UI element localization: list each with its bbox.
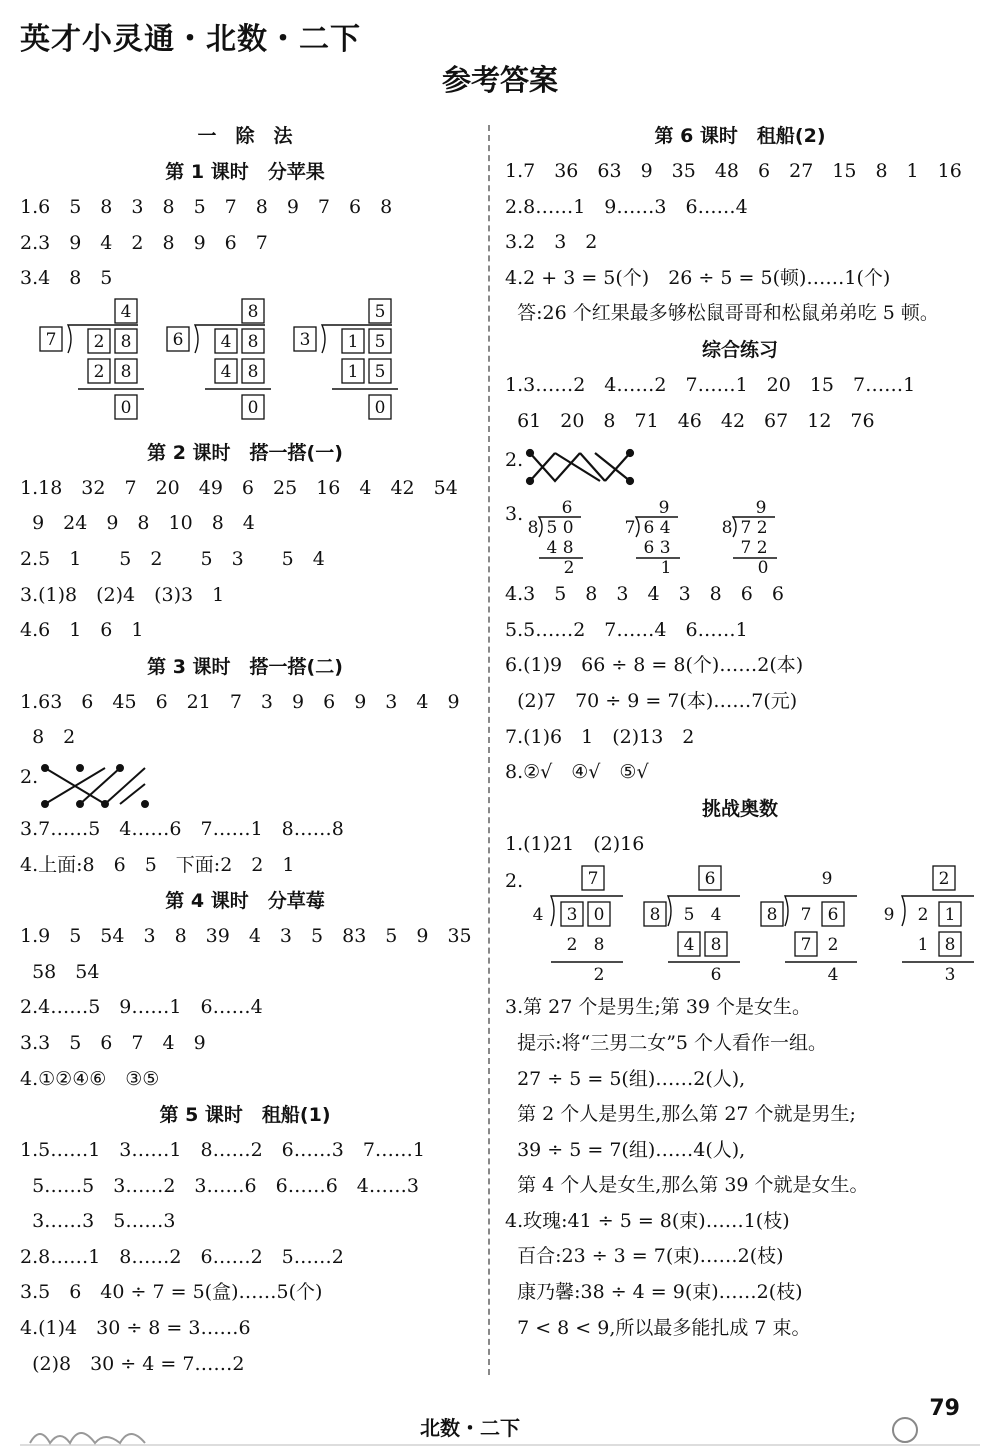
question-number: 2. <box>20 765 39 788</box>
answer-line: 5.5……2 7……4 6……1 <box>505 618 748 641</box>
answer-line: 1.9 5 54 3 8 39 4 3 5 83 5 9 35 <box>20 925 472 948</box>
product-digit: 5 <box>374 361 386 382</box>
lesson-5-heading: 第 5 课时 租船(1) <box>159 1104 331 1127</box>
product-digit: 2 <box>827 935 839 956</box>
answer-line: 2.8……1 8……2 6……2 5……2 <box>20 1245 344 1268</box>
zigzag-lines <box>505 439 975 497</box>
divisor: 8 <box>766 905 778 926</box>
long-division <box>528 498 583 577</box>
answer-line: 4.6 1 6 1 <box>20 619 144 642</box>
divisor: 7 <box>45 329 57 350</box>
answer-line: 1.5……1 3……1 8……2 6……3 7……1 <box>20 1139 426 1162</box>
quotient: 9 <box>658 498 670 519</box>
answer-line: 4.玫瑰:41 ÷ 5 = 8(束)……1(枝) <box>505 1209 790 1232</box>
answer-line: (2)7 70 ÷ 9 = 7(本)……7(元) <box>505 689 798 712</box>
product: 7 2 <box>740 538 768 559</box>
answer-line: 9 24 9 8 10 8 4 <box>20 512 255 535</box>
answer-line: 3.2 3 2 <box>505 231 598 254</box>
dividend-digit: 4 <box>220 331 232 352</box>
product-digit: 7 <box>800 935 812 956</box>
answer-line: 1.6 5 8 3 8 5 7 8 9 7 6 8 <box>20 196 393 218</box>
divisor: 8 <box>527 518 539 539</box>
dividend-digit: 3 <box>566 905 578 926</box>
answer-line: 第 4 个人是女生,那么第 39 个就是女生。 <box>505 1174 869 1197</box>
long-division <box>167 299 271 419</box>
answer-line: 4.①②④⑥ ③⑤ <box>20 1067 160 1090</box>
answer-line: 3……3 5……3 <box>20 1210 176 1233</box>
dividend-digit: 7 <box>800 905 812 926</box>
answer-line: 3.7……5 4……6 7……1 8……8 <box>20 817 344 840</box>
olympiad-division-figures <box>505 862 975 990</box>
answer-line: 第 2 个人是男生,那么第 27 个就是男生; <box>505 1103 856 1126</box>
answer-line: 2.8……1 9……3 6……4 <box>505 195 748 218</box>
answer-line: 康乃馨:38 ÷ 4 = 9(束)……2(枝) <box>505 1281 803 1304</box>
product-digit: 8 <box>120 361 132 382</box>
product-digit: 1 <box>347 361 359 382</box>
footer-title: 北数・二下 <box>420 1416 520 1440</box>
dividend-digit: 5 <box>374 331 386 352</box>
remainder: 6 <box>710 965 722 986</box>
answer-line: 7.(1)6 1 (2)13 2 <box>505 725 695 748</box>
dividend-digit: 8 <box>120 331 132 352</box>
question-number: 3. <box>505 503 524 526</box>
product-digit: 1 <box>917 935 929 956</box>
dividend: 6 4 <box>643 518 671 539</box>
long-division <box>722 498 777 577</box>
product-digit: 8 <box>944 935 956 956</box>
remainder: 2 <box>593 965 605 986</box>
long-division <box>884 866 974 985</box>
product-digit: 2 <box>566 935 578 956</box>
quotient: 6 <box>704 869 716 890</box>
answer-line: 3.3 5 6 7 4 9 <box>20 1031 206 1054</box>
dividend-digit: 0 <box>593 905 605 926</box>
remainder: 2 <box>563 558 575 578</box>
long-division <box>761 869 857 985</box>
product-digit: 4 <box>683 935 695 956</box>
answer-line: 61 20 8 71 46 42 67 12 76 <box>505 409 875 432</box>
answer-line: 百合:23 ÷ 3 = 7(束)……2(枝) <box>505 1245 784 1268</box>
dividend-digit: 2 <box>93 331 105 352</box>
dividend-digit: 4 <box>710 905 722 926</box>
divisor: 8 <box>649 905 661 926</box>
product: 6 3 <box>643 538 671 559</box>
answer-line: 答:26 个红果最多够松鼠哥哥和松鼠弟弟吃 5 顿。 <box>505 302 939 325</box>
dividend-digit: 6 <box>827 905 839 926</box>
answer-line: 3.4 8 5 <box>20 267 113 290</box>
product-digit: 8 <box>710 935 722 956</box>
answer-line: 4.2 + 3 = 5(个) 26 ÷ 5 = 5(顿)……1(个) <box>505 266 891 289</box>
division-bracket <box>902 896 974 926</box>
right-column <box>505 118 975 1346</box>
answer-line: 39 ÷ 5 = 7(组)……4(人), <box>505 1138 746 1161</box>
answer-line: 27 ÷ 5 = 5(组)……2(人), <box>505 1067 746 1090</box>
answer-line: 2.5 1 5 2 5 3 5 4 <box>20 547 325 570</box>
answer-line: 6.(1)9 66 ÷ 8 = 8(个)……2(本) <box>505 654 804 677</box>
quotient: 4 <box>120 301 132 322</box>
answer-line: 1.(1)21 (2)16 <box>505 832 645 855</box>
product-digit: 2 <box>93 361 105 382</box>
long-division <box>533 866 623 985</box>
quotient: 7 <box>587 869 599 890</box>
dividend-digit: 8 <box>247 331 259 352</box>
answer-line: 2.3 9 4 2 8 9 6 7 <box>20 231 268 254</box>
quotient: 9 <box>821 869 833 890</box>
answer-line: 1.63 6 45 6 21 7 3 9 6 9 3 4 9 <box>20 690 460 713</box>
remainder: 0 <box>120 397 132 418</box>
divisor: 7 <box>624 518 636 539</box>
division-bracket <box>785 896 857 926</box>
remainder: 1 <box>660 558 672 578</box>
olympiad-heading: 挑战奥数 <box>701 797 778 820</box>
quotient: 9 <box>755 498 767 519</box>
dividend-digit: 1 <box>944 905 956 926</box>
page-title: 参考答案 <box>441 63 558 97</box>
product-digit: 8 <box>593 935 605 956</box>
long-division <box>625 498 680 577</box>
quotient: 8 <box>247 301 259 322</box>
divisor: 3 <box>299 329 311 350</box>
long-division <box>40 299 144 419</box>
long-division <box>294 299 398 419</box>
product: 4 8 <box>546 538 574 559</box>
lesson-1-division-figures <box>20 297 470 435</box>
product-digit: 4 <box>220 361 232 382</box>
answer-line: 1.3……2 4……2 7……1 20 15 7……1 <box>505 373 916 396</box>
quotient: 5 <box>374 301 386 322</box>
answer-line: 1.18 32 7 20 49 6 25 16 4 42 54 <box>20 476 458 499</box>
answer-line: 5……5 3……2 3……6 6……6 4……3 <box>20 1174 419 1197</box>
question-number: 2. <box>505 870 524 893</box>
question-number: 2. <box>505 449 524 472</box>
dividend-digit: 5 <box>683 905 695 926</box>
lesson-4-heading: 第 4 课时 分草莓 <box>165 890 325 913</box>
left-column <box>20 118 470 1382</box>
remainder: 4 <box>827 965 839 986</box>
practice-division-figures <box>505 497 975 577</box>
divisor: 9 <box>883 905 895 926</box>
answer-line: 2.4……5 9……1 6……4 <box>20 996 263 1019</box>
answer-line: 58 54 <box>20 960 100 983</box>
long-division <box>644 866 740 985</box>
lesson-1-heading: 第 1 课时 分苹果 <box>165 161 325 183</box>
practice-heading: 综合练习 <box>701 338 778 361</box>
answer-line: 4.3 5 8 3 4 3 8 6 6 <box>505 583 784 606</box>
book-header: 英才小灵通・北数・二下 <box>20 22 361 57</box>
column-divider <box>488 125 490 1375</box>
dividend: 5 0 <box>546 518 574 539</box>
lesson-2-heading: 第 2 课时 搭一搭(一) <box>147 441 343 464</box>
divisor: 6 <box>172 329 184 350</box>
divisor: 4 <box>532 905 544 926</box>
remainder: 0 <box>374 397 386 418</box>
lesson-3-matching-figure <box>20 756 470 812</box>
unit-title: 一 除 法 <box>197 125 293 147</box>
lesson-6-heading: 第 6 课时 租船(2) <box>654 125 826 147</box>
answer-line: 4.(1)4 30 ÷ 8 = 3……6 <box>20 1317 251 1340</box>
dividend-digit: 1 <box>347 331 359 352</box>
remainder: 0 <box>247 397 259 418</box>
page-number: 79 <box>929 1396 960 1421</box>
answer-line: 8 2 <box>20 726 76 749</box>
division-bracket <box>668 896 740 926</box>
answer-line: 3.第 27 个是男生;第 39 个是女生。 <box>505 996 812 1019</box>
matching-lines <box>20 756 470 812</box>
dividend: 7 2 <box>740 518 768 539</box>
quotient: 2 <box>938 869 950 890</box>
answer-line: 3.(1)8 (2)4 (3)3 1 <box>20 583 225 606</box>
divisor: 8 <box>721 518 733 539</box>
lesson-3-heading: 第 3 课时 搭一搭(二) <box>147 655 343 678</box>
quotient: 6 <box>561 498 573 519</box>
answer-line: 7 < 8 < 9,所以最多能扎成 7 束。 <box>505 1316 811 1339</box>
answer-line: 4.上面:8 6 5 下面:2 2 1 <box>20 853 295 876</box>
answer-line: 3.5 6 40 ÷ 7 = 5(盒)……5(个) <box>20 1281 323 1304</box>
dividend-digit: 2 <box>917 905 929 926</box>
answer-line: 提示:将“三男二女”5 个人看作一组。 <box>505 1031 828 1054</box>
answer-line: 1.7 36 63 9 35 48 6 27 15 8 1 16 <box>505 160 962 182</box>
remainder: 0 <box>757 558 769 578</box>
product-digit: 8 <box>247 361 259 382</box>
answer-line: (2)8 30 ÷ 4 = 7……2 <box>20 1352 245 1375</box>
answer-line: 8.②√ ④√ ⑤√ <box>505 761 649 784</box>
remainder: 3 <box>944 965 956 986</box>
practice-matching-figure <box>505 439 975 497</box>
